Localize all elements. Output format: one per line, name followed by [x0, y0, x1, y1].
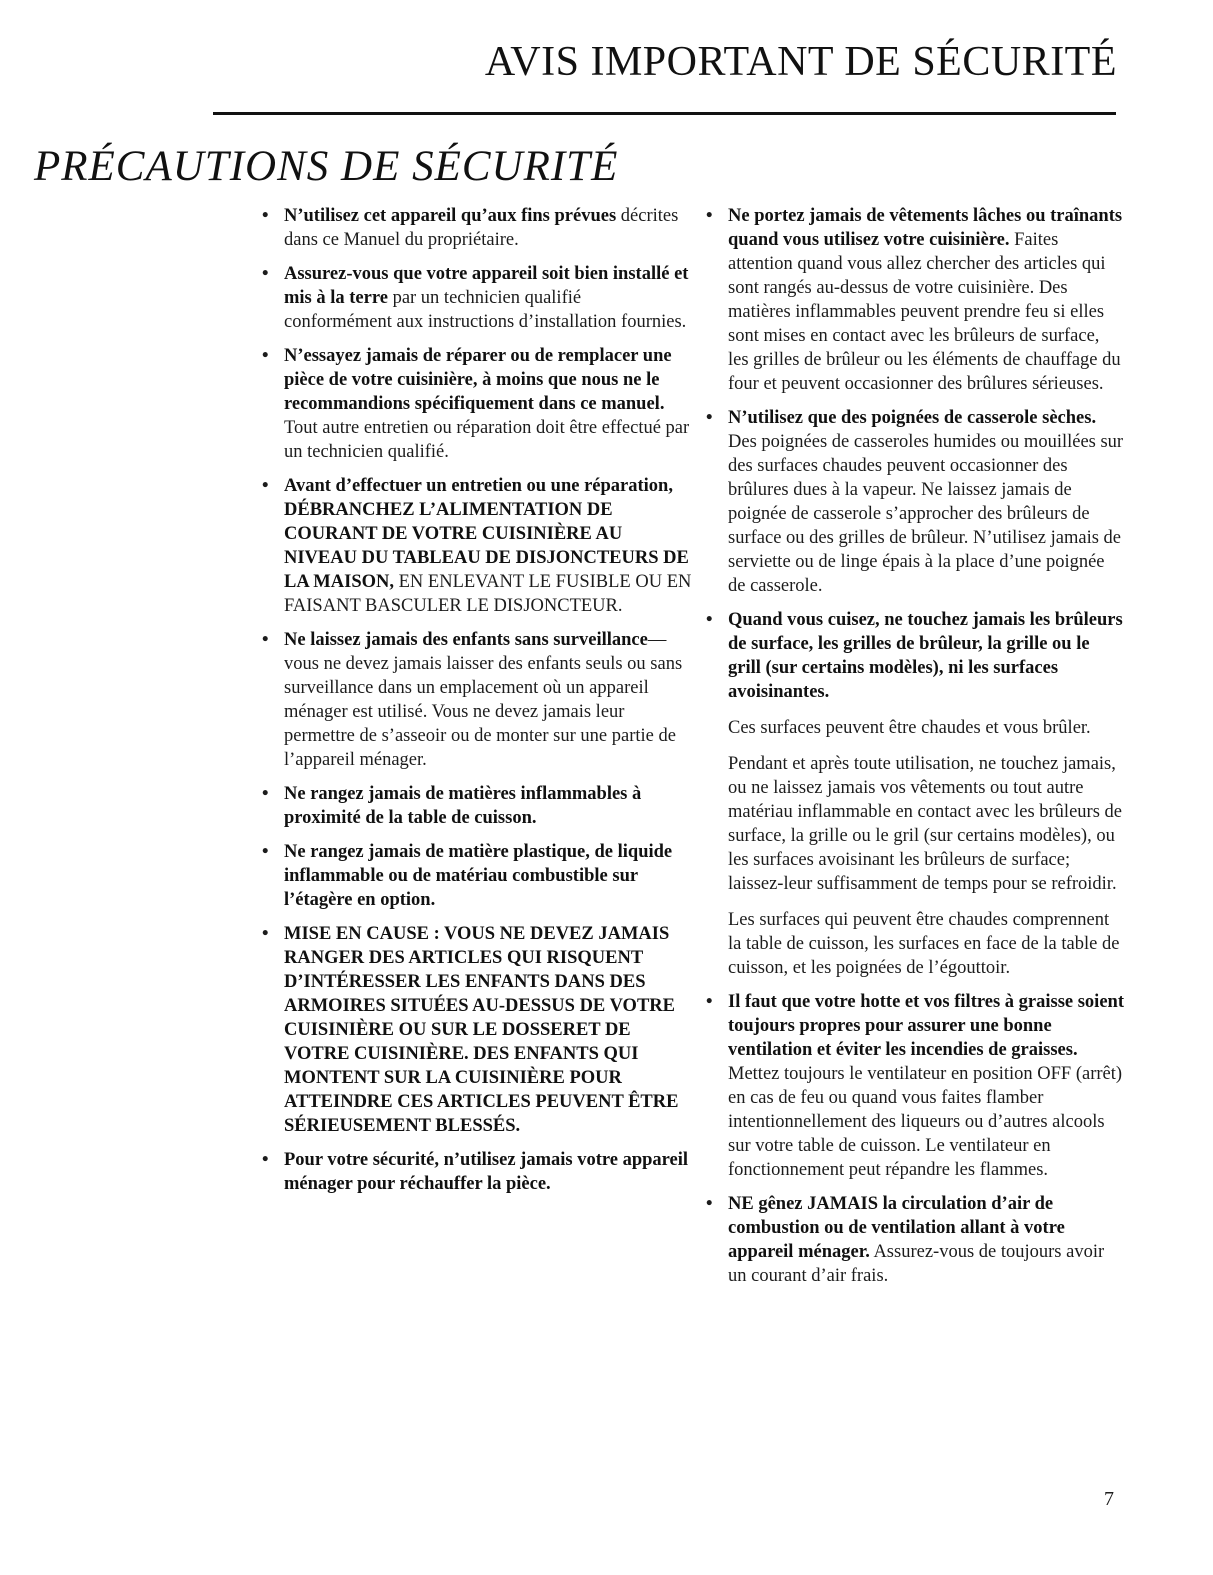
safety-item [706, 990, 1124, 1182]
safety-item [706, 204, 1124, 396]
section-title: PRÉCAUTIONS DE SÉCURITÉ [34, 143, 619, 190]
item-bold-text: Assurez-vous que votre appareil soit bien installé et mis à la terre [284, 264, 689, 308]
item-text: Mettez toujours le ventilateur en position OFF (arrêt) en cas de feu ou quand vous faites flamber intentionnellement des liqueurs ou d’autres alcools sur votre table de cuisson. Le ventilateur en fonctionnement peut répandre les flammes. [728, 1064, 1123, 1180]
bullet-icon: • [262, 1150, 269, 1170]
item-paragraph: Pendant et après toute utilisation, ne touchez jamais, ou ne laissez jamais vos vêtements ou tout autre matériau inflammable en contact avec les brûleurs de surface, la grille ou le gril (sur certains modèles), ou les surfaces avoisinant les brûleurs de surface; laissez-leur suffisamment de temps pour se refroidir. [728, 754, 1122, 894]
right-column [706, 204, 1124, 1298]
safety-item [706, 406, 1124, 598]
bullet-icon: • [706, 1194, 713, 1214]
left-column [262, 204, 692, 1206]
bullet-icon: • [262, 346, 269, 366]
item-bold-text: Ne rangez jamais de matières inflammables à proximité de la table de cuisson. [284, 784, 642, 828]
item-text: —vous ne devez jamais laisser des enfants seuls ou sans surveillance dans un emplacement où un appareil ménager est utilisé. Vous ne devez jamais leur permettre de s’asseoir ou de monter sur une partie de l’appareil ménager. [284, 630, 683, 770]
bullet-icon: • [706, 206, 713, 226]
item-bold-text: Quand vous cuisez, ne touchez jamais les brûleurs de surface, les grilles de brûleur, la grille ou le grill (sur certains modèles), ni les surfaces avoisinantes. [728, 610, 1123, 702]
item-bold-text: N’essayez jamais de réparer ou de remplacer une pièce de votre cuisinière, à moins que nous ne le recommandions spécifiquement dans ce manuel. [284, 346, 672, 414]
page-number: 7 [1104, 1488, 1114, 1510]
safety-item [262, 1148, 692, 1196]
bullet-icon: • [706, 408, 713, 428]
safety-item [262, 628, 692, 772]
safety-item [262, 262, 692, 334]
safety-item [262, 922, 692, 1138]
item-bold-text: MISE EN CAUSE : VOUS NE DEVEZ JAMAIS RANGER DES ARTICLES QUI RISQUENT D’INTÉRESSER LES ENFANTS DANS DES ARMOIRES SITUÉES AU-DESSUS DE VOTRE CUISINIÈRE OU SUR LE DOSSERET DE VOTRE CUISINIÈRE. DES ENFANTS QUI MONTENT SUR LA CUISINIÈRE POUR ATTEINDRE CES ARTICLES PEUVENT ÊTRE SÉRIEUSEMENT BLESSÉS. [284, 924, 679, 1136]
bullet-icon: • [262, 630, 269, 650]
item-paragraph: Ces surfaces peuvent être chaudes et vous brûler. [728, 718, 1091, 738]
item-bold-text: Il faut que votre hotte et vos filtres à graisse soient toujours propres pour assurer une bonne ventilation et éviter les incendies de graisses. [728, 992, 1124, 1060]
item-text: EN ENLEVANT LE FUSIBLE OU EN FAISANT BASCULER LE DISJONCTEUR. [284, 572, 692, 616]
item-text: par un technicien qualifié conformément aux instructions d’installation fournies. [284, 288, 687, 332]
item-bold-text: Pour votre sécurité, n’utilisez jamais votre appareil ménager pour réchauffer la pièce. [284, 1150, 689, 1194]
item-bold-text: Avant d’effectuer un entretien ou une réparation, DÉBRANCHEZ L’ALIMENTATION DE COURANT DE VOTRE CUISINIÈRE AU NIVEAU DU TABLEAU DE DISJONCTEURS DE LA MAISON, [284, 476, 689, 592]
bullet-icon: • [262, 206, 269, 226]
item-paragraph: Les surfaces qui peuvent être chaudes comprennent la table de cuisson, les surfaces en face de la table de cuisson, et les poignées de l’égouttoir. [728, 910, 1120, 978]
safety-item [262, 474, 692, 618]
safety-item [262, 840, 692, 912]
item-text: décrites dans ce Manuel du propriétaire. [284, 206, 679, 250]
item-bold-text: Ne laissez jamais des enfants sans surveillance [284, 630, 648, 650]
safety-item [706, 1192, 1124, 1288]
item-bold-text: NE gênez JAMAIS la circulation d’air de combustion ou de ventilation allant à votre appareil ménager. [728, 1194, 1065, 1262]
header-rule [213, 112, 1116, 115]
safety-item [262, 204, 692, 252]
item-bold-text: N’utilisez cet appareil qu’aux fins prévues [284, 206, 617, 226]
item-text: Tout autre entretien ou réparation doit être effectué par un technicien qualifié. [284, 418, 690, 462]
item-text: Assurez-vous de toujours avoir un courant d’air frais. [728, 1242, 1105, 1286]
safety-item [262, 344, 692, 464]
item-text: Faites attention quand vous allez chercher des articles qui sont rangés au-dessus de votre cuisinière. Des matières inflammables peuvent prendre feu si elles sont mises en contact avec les brûleurs de surface, les grilles de brûleur ou les éléments de chauffage du four et peuvent occasionner des brûlures sérieuses. [728, 230, 1121, 394]
bullet-icon: • [706, 992, 713, 1012]
bullet-icon: • [262, 842, 269, 862]
safety-item [706, 608, 1124, 980]
bullet-icon: • [262, 784, 269, 804]
bullet-icon: • [262, 476, 269, 496]
bullet-icon: • [262, 924, 269, 944]
item-bold-text: N’utilisez que des poignées de casserole sèches. [728, 408, 1097, 428]
item-text: Des poignées de casseroles humides ou mouillées sur des surfaces chaudes peuvent occasionner des brûlures dues à la vapeur. Ne laissez jamais de poignée de casserole s’approcher des brûleurs de surface ou des grilles de brûleur. N’utilisez jamais de serviette ou de linge épais à la place d’une poignée de casserole. [728, 432, 1124, 596]
item-bold-text: Ne rangez jamais de matière plastique, de liquide inflammable ou de matériau combustible sur l’étagère en option. [284, 842, 673, 910]
safety-item [262, 782, 692, 830]
bullet-icon: • [706, 610, 713, 630]
bullet-icon: • [262, 264, 269, 284]
item-bold-text: Ne portez jamais de vêtements lâches ou traînants quand vous utilisez votre cuisinière. [728, 206, 1123, 250]
page-header-title: AVIS IMPORTANT DE SÉCURITÉ [484, 39, 1117, 85]
